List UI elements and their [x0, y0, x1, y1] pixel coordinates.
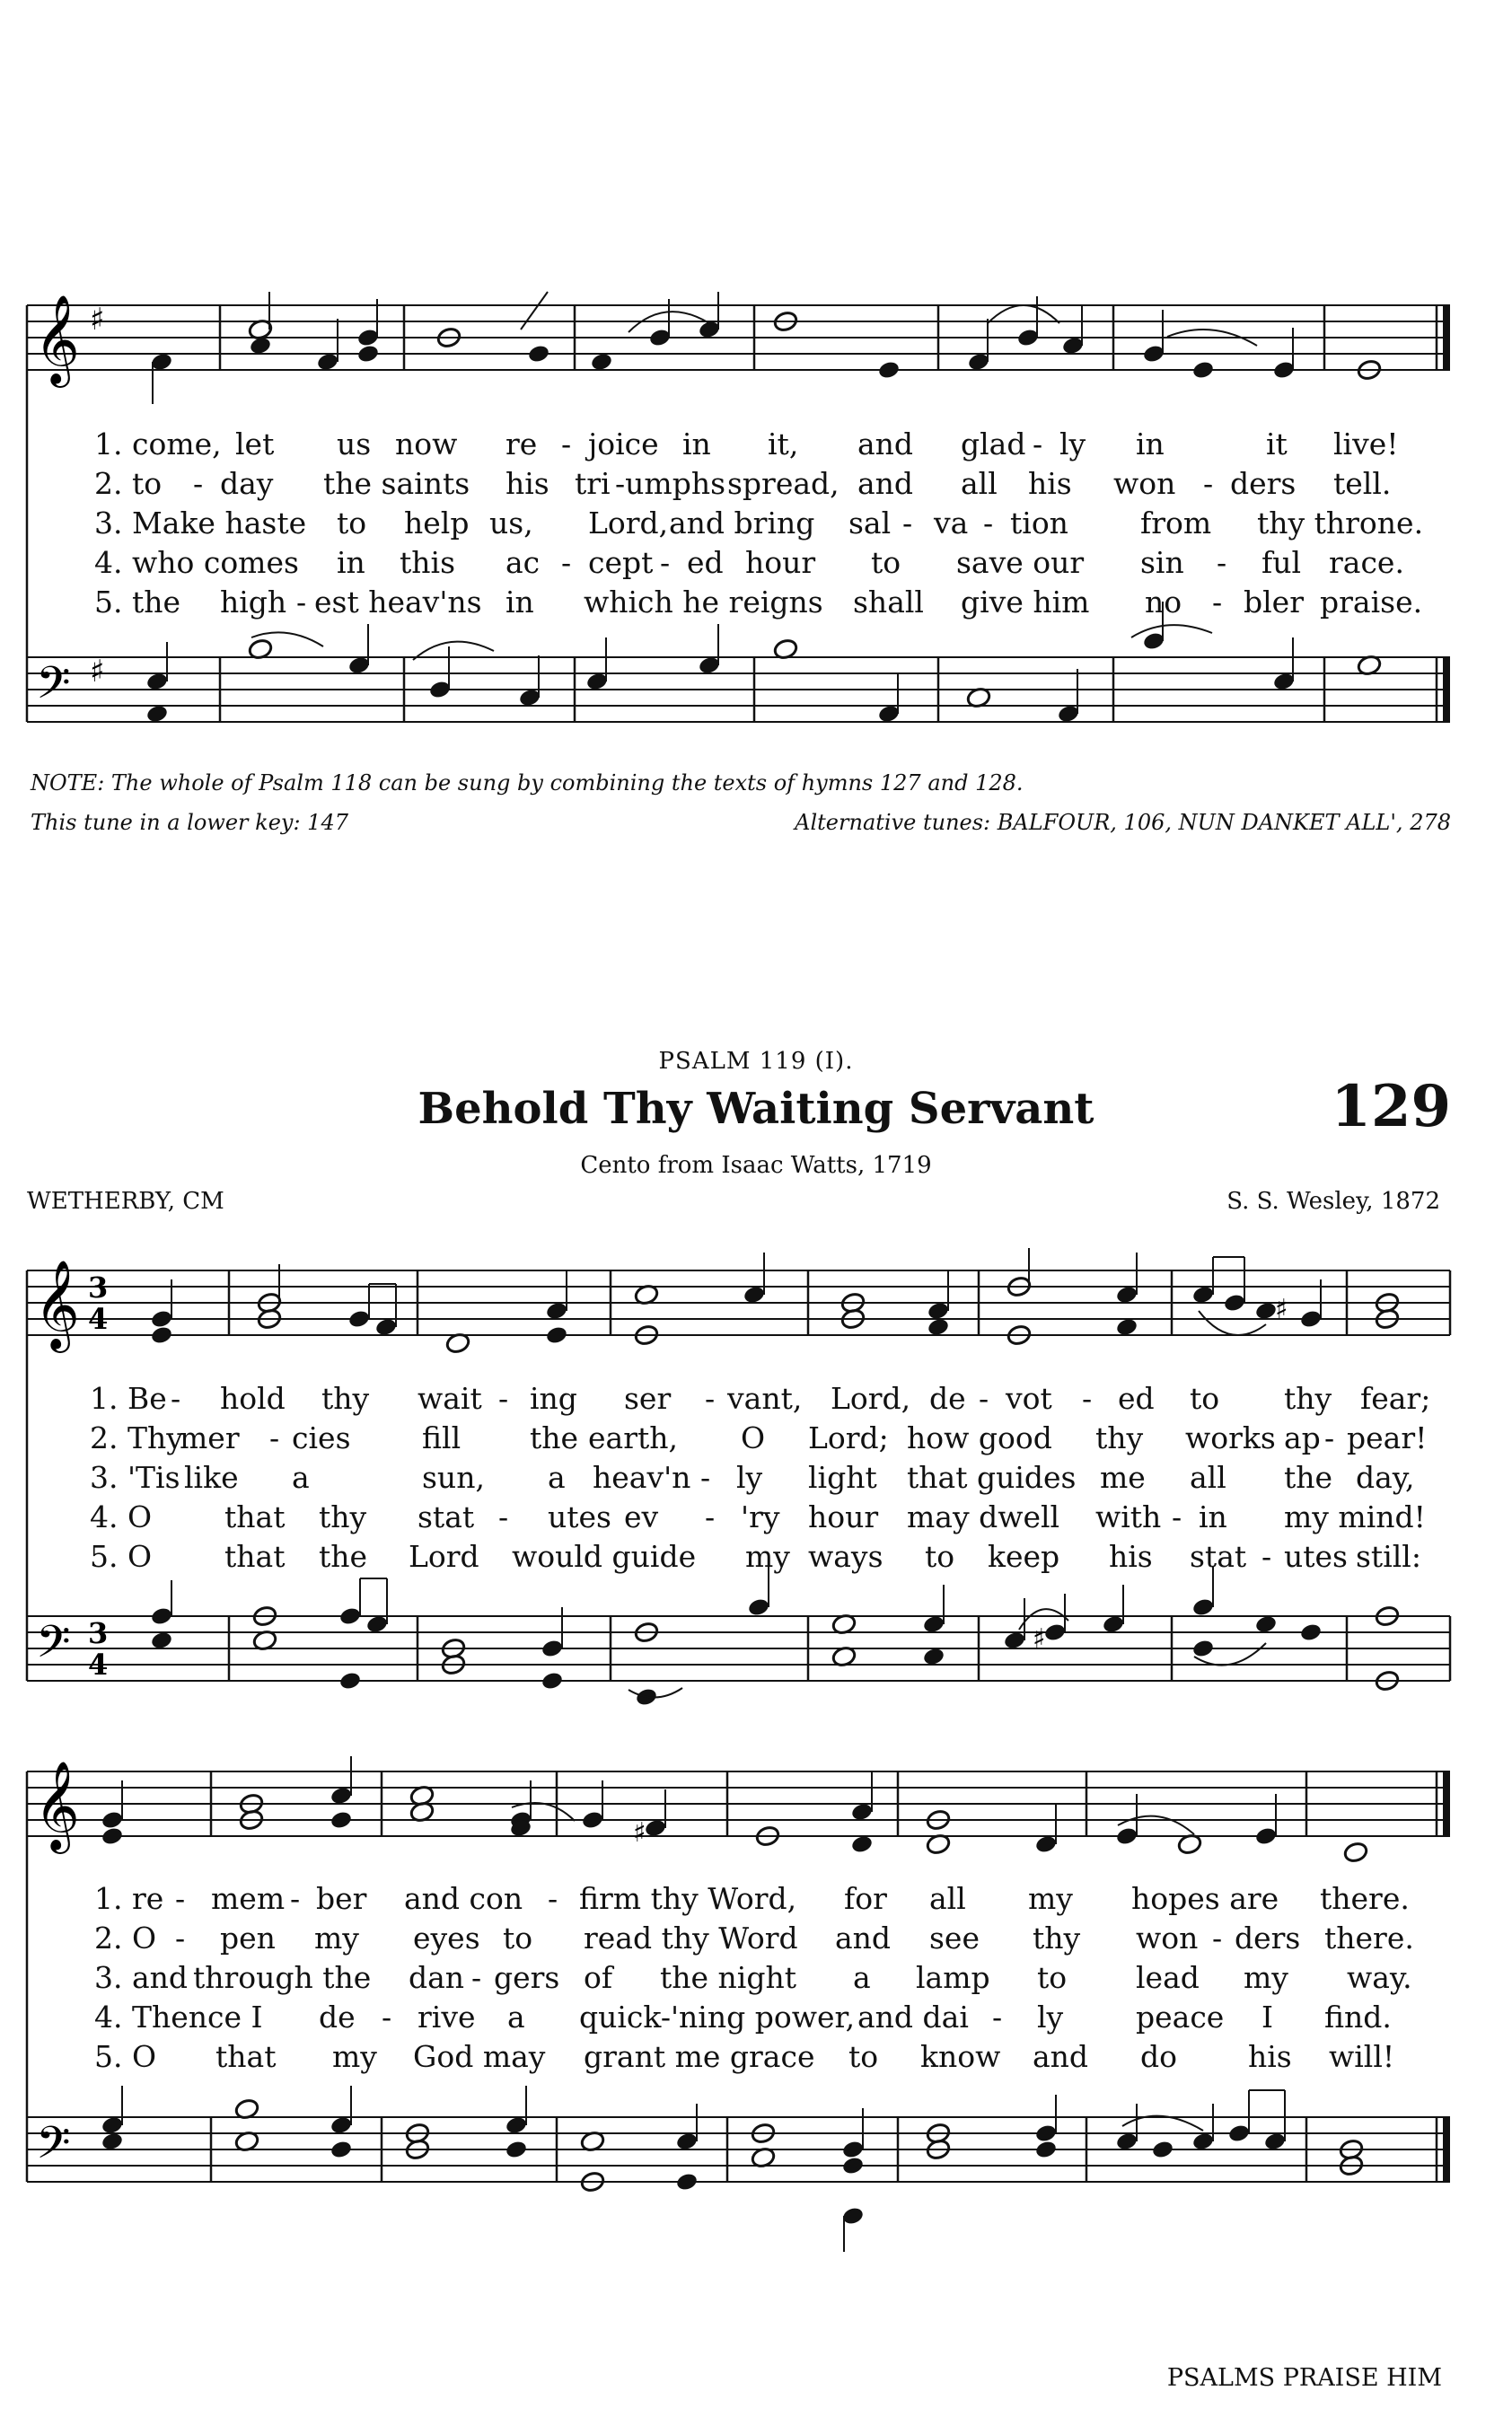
lyric-syllable: stat — [418, 1499, 475, 1534]
lyric-syllable: de — [319, 2000, 356, 2035]
lyric-syllable: live! — [1333, 426, 1399, 462]
lyric-syllable: thy — [321, 1381, 370, 1416]
lyric-syllable: ac — [505, 545, 541, 580]
lyric-syllable: peace — [1136, 2000, 1225, 2035]
lyric-syllable: - — [983, 505, 994, 541]
lyric-syllable: the — [530, 1420, 579, 1455]
svg-text:𝄞: 𝄞 — [34, 294, 80, 384]
lyric-syllable: for — [844, 1881, 887, 1916]
lyric-syllable: may dwell — [907, 1499, 1060, 1534]
lyric-syllable: and bring — [669, 505, 815, 541]
lyric-syllable: there. — [1320, 1881, 1410, 1916]
lyric-syllable: 1. Be — [90, 1381, 167, 1416]
lyric-syllable: ed — [687, 545, 724, 580]
lyric-syllable: earth, — [588, 1420, 678, 1455]
lyric-syllable: tri — [575, 466, 611, 501]
lyric-syllable: and — [857, 466, 914, 501]
lyric-syllable: thy throne. — [1257, 505, 1424, 541]
lyric-syllable: in — [1199, 1499, 1227, 1534]
lyric-syllable: thy — [1095, 1420, 1144, 1455]
lyric-syllable: vot — [1006, 1381, 1052, 1416]
lyric-syllable: - — [561, 545, 572, 580]
lyric-syllable: a — [292, 1460, 310, 1495]
lyric-syllable: ev — [624, 1499, 659, 1534]
lyric-syllable: that guides — [907, 1460, 1077, 1495]
lyric-syllable: that — [215, 2039, 277, 2074]
lyric-syllable: wait — [418, 1381, 482, 1416]
lyric-syllable: heav'n — [593, 1460, 691, 1495]
lyric-syllable: Lord; — [808, 1420, 889, 1455]
lyric-syllable: us, — [489, 505, 533, 541]
lyric-syllable: - — [1172, 1499, 1182, 1534]
lyric-syllable: mem — [211, 1881, 286, 1916]
lyric-syllable: now — [395, 426, 458, 462]
lyric-syllable: - — [902, 505, 913, 541]
lyric-syllable: praise. — [1320, 585, 1423, 620]
svg-text:♯: ♯ — [633, 1817, 646, 1849]
lyric-syllable: and — [835, 1921, 892, 1956]
lyric-syllable: - — [979, 1381, 989, 1416]
lyric-syllable: ders — [1235, 1921, 1301, 1956]
lyric-syllable: 1. re — [94, 1881, 164, 1916]
lyric-syllable: a — [548, 1460, 566, 1495]
lyric-syllable: to — [925, 1539, 955, 1574]
lyric-syllable: 4. who comes — [94, 545, 299, 580]
lyric-syllable: va — [934, 505, 969, 541]
hymn-number: 129 — [1331, 1073, 1451, 1140]
lyric-syllable: - — [1217, 545, 1227, 580]
lyric-syllable: in — [337, 545, 365, 580]
lyric-syllable: - — [548, 1881, 558, 1916]
lyric-syllable: and con — [404, 1881, 523, 1916]
lyric-syllable: lamp — [916, 1960, 990, 1995]
lyric-syllable: his — [505, 466, 549, 501]
lyric-syllable: that — [224, 1499, 286, 1534]
lyric-syllable: ser — [624, 1381, 672, 1416]
lyric-syllable: the night — [660, 1960, 796, 1995]
lyric-syllable: 3. Make haste — [94, 505, 307, 541]
lyric-syllable: shall — [853, 585, 924, 620]
lyric-syllable: the — [1284, 1460, 1333, 1495]
lyric-syllable: see — [929, 1921, 980, 1956]
lyric-syllable: - — [269, 1420, 280, 1455]
lyric-syllable: keep — [988, 1539, 1060, 1574]
lyric-syllable: my mind! — [1284, 1499, 1426, 1534]
lyric-syllable: - — [1082, 1381, 1093, 1416]
lyric-syllable: a — [507, 2000, 525, 2035]
lyric-syllable: ly — [1037, 2000, 1064, 2035]
lyric-syllable: help — [404, 505, 470, 541]
lyric-syllable: to — [1037, 1960, 1068, 1995]
page-footer: PSALMS PRAISE HIM — [1166, 2364, 1442, 2392]
lyric-syllable: will! — [1329, 2039, 1395, 2074]
lyric-syllable: est heav'ns — [314, 585, 482, 620]
lyric-syllable: tion — [1010, 505, 1068, 541]
lyric-syllable: my — [1028, 1881, 1073, 1916]
lyric-syllable: this — [400, 545, 456, 580]
lyric-syllable: pear! — [1347, 1420, 1428, 1455]
lyric-syllable: fear; — [1360, 1381, 1431, 1416]
lyric-syllable: 1. come, — [94, 426, 222, 462]
lyric-syllable: grant me grace — [584, 2039, 815, 2074]
lyric-syllable: glad — [961, 426, 1026, 462]
lyric-syllable: us — [337, 426, 372, 462]
lyric-syllable: all — [929, 1881, 966, 1916]
lyric-syllable: to — [337, 505, 367, 541]
lyric-syllable: how good — [907, 1420, 1052, 1455]
lyric-syllable: hold — [220, 1381, 286, 1416]
lyric-syllable: stat — [1190, 1539, 1247, 1574]
lyric-syllable: - — [382, 2000, 392, 2035]
lyric-syllable: no — [1145, 585, 1182, 620]
lyric-syllable: cies — [292, 1420, 351, 1455]
psalm-reference: PSALM 119 (I). — [658, 1048, 854, 1075]
lyric-syllable: vant, — [727, 1381, 803, 1416]
lyric-syllable: the — [319, 1539, 368, 1574]
lyric-syllable: and — [857, 426, 914, 462]
lyric-syllable: - — [498, 1381, 509, 1416]
lyric-syllable: Lord, — [588, 505, 669, 541]
lyric-syllable: and dai — [857, 2000, 969, 2035]
lyric-syllable: me — [1100, 1460, 1146, 1495]
lyric-syllable: my — [332, 2039, 377, 2074]
lyric-syllable: -umphs — [615, 466, 726, 501]
lyric-syllable: 5. O — [90, 1539, 153, 1574]
lyric-syllable: utes — [1284, 1539, 1348, 1574]
lyric-syllable: hour — [745, 545, 816, 580]
lyric-syllable: his — [1109, 1539, 1153, 1574]
lyric-syllable: there. — [1324, 1921, 1414, 1956]
lyric-syllable: tell. — [1333, 466, 1392, 501]
svg-text:♯: ♯ — [90, 654, 105, 690]
lyric-syllable: ful — [1261, 545, 1302, 580]
lyric-syllable: sun, — [422, 1460, 485, 1495]
lyric-syllable: - — [175, 1921, 186, 1956]
lyric-syllable: read thy Word — [584, 1921, 798, 1956]
svg-text:𝄢: 𝄢 — [36, 657, 71, 720]
lyric-syllable: - — [498, 1499, 509, 1534]
lyric-syllable: lead — [1136, 1960, 1200, 1995]
svg-text:𝄢: 𝄢 — [36, 2117, 71, 2180]
lyric-syllable: his — [1248, 2039, 1292, 2074]
lyric-syllable: 'ry — [741, 1499, 780, 1534]
lyric-syllable: ing — [530, 1381, 577, 1416]
lyric-syllable: - — [171, 1381, 181, 1416]
lyric-syllable: dan — [409, 1960, 465, 1995]
lyric-syllable: like — [184, 1460, 239, 1495]
lyric-syllable: God may — [413, 2039, 546, 2074]
alternative-tunes-note: Alternative tunes: BALFOUR, 106, NUN DANKET ALL', 278 — [795, 810, 1451, 835]
lyric-syllable: - — [296, 585, 307, 620]
lyric-syllable: - — [175, 1881, 186, 1916]
lyric-syllable: - — [193, 466, 204, 501]
lyric-syllable: let — [235, 426, 275, 462]
lyric-syllable: race. — [1329, 545, 1404, 580]
lyric-syllable: gers — [494, 1960, 560, 1995]
lyric-syllable: Lord — [409, 1539, 479, 1574]
lyric-syllable: ly — [1059, 426, 1086, 462]
lyric-syllable: - — [1033, 426, 1043, 462]
lyric-syllable: which he reigns — [584, 585, 823, 620]
lyric-syllable: from — [1140, 505, 1212, 541]
lyric-syllable: mer — [180, 1420, 240, 1455]
lyric-syllable: high — [220, 585, 287, 620]
lyric-syllable: - — [700, 1460, 711, 1495]
lyric-syllable: in — [505, 585, 534, 620]
svg-text:4: 4 — [88, 1648, 109, 1682]
hymn-128-note: NOTE: The whole of Psalm 118 can be sung by combining the texts of hymns 127 and 128. — [31, 770, 1024, 796]
lyric-syllable: 2. to — [94, 466, 163, 501]
lyric-syllable: - — [561, 426, 572, 462]
lyric-syllable: of — [584, 1960, 613, 1995]
lyric-syllable: ways — [808, 1539, 883, 1574]
svg-text:𝄞: 𝄞 — [34, 1761, 80, 1850]
lyric-syllable: 2. O — [94, 1921, 157, 1956]
lyric-syllable: 3. and — [94, 1960, 189, 1995]
lyric-syllable: light — [808, 1460, 877, 1495]
lyric-syllable: ed — [1118, 1381, 1155, 1416]
svg-text:4: 4 — [88, 1302, 109, 1336]
lyric-syllable: - — [1212, 1921, 1223, 1956]
lyric-syllable: - — [290, 1881, 301, 1916]
lyric-syllable: won — [1136, 1921, 1199, 1956]
lyric-syllable: ders — [1230, 466, 1297, 501]
lyric-syllable: 4. Thence I — [94, 2000, 263, 2035]
lyric-syllable: de — [929, 1381, 966, 1416]
lyric-syllable: - — [1212, 585, 1223, 620]
lyric-syllable: 3. 'Tis — [90, 1460, 180, 1495]
lyric-syllable: O — [741, 1420, 766, 1455]
lyric-syllable: 5. O — [94, 2039, 157, 2074]
lyric-syllable: - — [705, 1499, 716, 1534]
lyric-syllable: hopes are — [1131, 1881, 1279, 1916]
lyric-syllable: to — [1190, 1381, 1220, 1416]
lyric-syllable: all — [961, 466, 998, 501]
lyric-syllable: through the — [193, 1960, 372, 1995]
lyric-syllable: would guide — [512, 1539, 697, 1574]
lyric-syllable: give him — [961, 585, 1090, 620]
lyric-syllable: do — [1140, 2039, 1177, 2074]
hymn-title: Behold Thy Waiting Servant — [418, 1084, 1094, 1134]
lyric-syllable: won — [1113, 466, 1176, 501]
lyric-syllable: it — [1266, 426, 1288, 462]
lyric-syllable: a — [853, 1960, 871, 1995]
lyric-syllable: thy — [319, 1499, 367, 1534]
lyric-syllable: ber — [316, 1881, 367, 1916]
lyric-syllable: 2. Thy — [90, 1420, 183, 1455]
lyric-syllable: sal — [848, 505, 892, 541]
lyric-syllable: my — [745, 1539, 790, 1574]
lyric-syllable: my — [1244, 1960, 1288, 1995]
svg-text:3: 3 — [88, 1616, 109, 1650]
lyric-syllable: day — [220, 466, 274, 501]
lyric-syllable: pen — [220, 1921, 276, 1956]
lyric-syllable: ap — [1284, 1420, 1321, 1455]
lyric-syllable: - — [705, 1381, 716, 1416]
lyric-syllable: and — [1033, 2039, 1089, 2074]
tune-name: WETHERBY, CM — [27, 1188, 224, 1215]
svg-text:𝄞: 𝄞 — [34, 1260, 80, 1349]
lyric-syllable: ly — [736, 1460, 763, 1495]
lyric-syllable: sin — [1140, 545, 1184, 580]
lyric-syllable: my — [314, 1921, 359, 1956]
svg-text:♯: ♯ — [90, 302, 105, 338]
lyric-syllable: that — [224, 1539, 286, 1574]
lyric-syllable: in — [1136, 426, 1165, 462]
lyric-syllable: quick-'ning power, — [579, 2000, 856, 2035]
lyric-syllable: - — [992, 2000, 1003, 2035]
svg-text:𝄢: 𝄢 — [36, 1616, 71, 1679]
lyric-syllable: cept — [588, 545, 654, 580]
lyric-syllable: firm thy Word, — [579, 1881, 797, 1916]
lower-key-note: This tune in a lower key: 147 — [31, 810, 348, 835]
lyric-syllable: it, — [768, 426, 799, 462]
lyric-syllable: - — [660, 545, 671, 580]
lyric-syllable: - — [1261, 1539, 1272, 1574]
lyric-syllable: - — [471, 1960, 482, 1995]
svg-text:3: 3 — [88, 1270, 109, 1305]
lyric-syllable: to — [848, 2039, 879, 2074]
lyric-syllable: rive — [418, 2000, 476, 2035]
lyric-syllable: with — [1095, 1499, 1162, 1534]
lyric-syllable: - — [1324, 1420, 1335, 1455]
lyric-syllable: the saints — [323, 466, 470, 501]
lyric-syllable: know — [920, 2039, 1001, 2074]
lyric-syllable: day, — [1356, 1460, 1415, 1495]
lyric-syllable: utes — [548, 1499, 611, 1534]
lyric-syllable: Lord, — [831, 1381, 911, 1416]
lyric-syllable: find. — [1324, 2000, 1392, 2035]
lyric-syllable: to — [871, 545, 901, 580]
lyric-syllable: in — [682, 426, 711, 462]
lyric-syllable: save our — [956, 545, 1085, 580]
lyric-syllable: 5. the — [94, 585, 181, 620]
lyric-syllable: eyes — [413, 1921, 480, 1956]
lyric-syllable: I — [1261, 2000, 1274, 2035]
lyric-syllable: still: — [1356, 1539, 1421, 1574]
lyric-syllable: way. — [1347, 1960, 1412, 1995]
lyric-syllable: spread, — [727, 466, 840, 501]
lyric-syllable: thy — [1284, 1381, 1332, 1416]
lyric-syllable: hour — [808, 1499, 879, 1534]
lyric-syllable: works — [1185, 1420, 1276, 1455]
lyric-syllable: 4. O — [90, 1499, 153, 1534]
text-source: Cento from Isaac Watts, 1719 — [580, 1152, 932, 1179]
lyric-syllable: to — [503, 1921, 533, 1956]
lyric-syllable: all — [1190, 1460, 1226, 1495]
lyric-syllable: thy — [1033, 1921, 1081, 1956]
svg-text:♯: ♯ — [1275, 1294, 1288, 1325]
lyric-syllable: - — [1203, 466, 1214, 501]
lyric-syllable: re — [505, 426, 538, 462]
svg-text:♯: ♯ — [1033, 1623, 1046, 1655]
lyric-syllable: bler — [1244, 585, 1304, 620]
composer: S. S. Wesley, 1872 — [1226, 1188, 1440, 1215]
lyric-syllable: fill — [422, 1420, 462, 1455]
lyric-syllable: joice — [588, 426, 659, 462]
lyric-syllable: his — [1028, 466, 1072, 501]
